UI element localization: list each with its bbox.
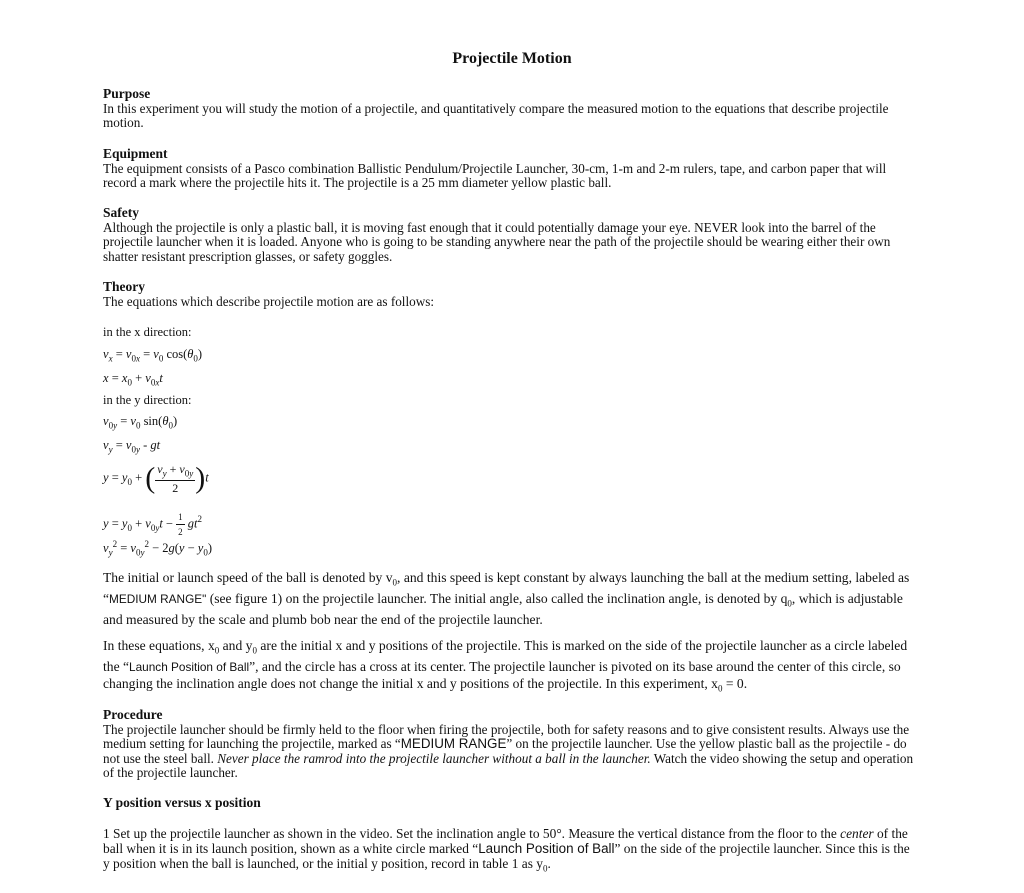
medium-range-label: MEDIUM RANGE"	[109, 592, 207, 607]
purpose-section	[103, 87, 917, 131]
initial-position-text-2: and y	[219, 638, 253, 653]
step1-end: .	[547, 856, 551, 871]
procedure-medium-range-label: MEDIUM RANGE	[400, 736, 507, 752]
equation-y-average: $y = y_0$ + ( $\frac{v_y + v_{0y}}{2}$ )t	[103, 461, 209, 496]
subscript-zero: 0	[214, 645, 220, 656]
equipment-text: The equipment consists of a Pasco combination Ballistic Pendulum/Projectile Launcher, 30-cm, 1-m and 2-m rulers, tape, and carbon paper that will record a mark where the projectile hits it. The projectile is a 25 mm diameter yellow plastic ball.	[103, 160, 887, 191]
y-vs-x-section	[103, 796, 917, 811]
equation-vy: $v_y = v_{0y}$ - gt	[103, 438, 161, 455]
procedure-section	[103, 708, 917, 781]
purpose-heading: Purpose	[103, 86, 151, 101]
procedure-text-2: ” on the projectile launcher. Use the yellow plastic ball as the projectile - do not use the steel ball.	[103, 736, 907, 766]
procedure-heading: Procedure	[103, 707, 163, 722]
subscript-zero: 0	[717, 683, 723, 694]
procedure-text	[103, 723, 917, 781]
procedure-text-1: The projectile launcher should be firmly held to the floor when firing the projectile, both for safety reasons and to give consistent results. Always use the medium setting for launching the projectile, marked as “	[103, 721, 910, 752]
equipment-heading: Equipment	[103, 146, 168, 161]
launch-speed-text-1: The initial or launch speed of the ball is denoted by v	[103, 570, 393, 585]
launch-position-label: Launch Position of Ball	[129, 660, 250, 675]
launch-speed-text-2: , and this speed is kept constant by always launching the ball at the medium setting, labeled as “	[103, 570, 910, 607]
equation-vy-squared: $v_y^2 = v_{0y}^2 - 2g(y - y_0)$	[103, 539, 213, 558]
step1-text-a: 1 Set up the projectile launcher as shown in the video. Set the inclination angle to 50°. Measure the vertical distance from the floor to the	[103, 826, 841, 841]
equipment-section	[103, 147, 917, 191]
procedure-text-3: Watch the video showing the setup and operation of the projectile launcher.	[103, 750, 914, 781]
launch-speed-text-3: (see figure 1) on the projectile launcher. The initial angle, also called the inclination angle, is denoted by q	[206, 591, 788, 607]
equation-vx: $v_x = v_{0x} = v_0$ $\cos(\theta_0)$	[103, 347, 203, 364]
step1-text-c: ” on the side of the projectile launcher. Since this is the y position when the ball is launched, or the initial y position, record in table 1 as y	[103, 841, 910, 871]
initial-position-text-5: = 0.	[722, 675, 748, 691]
equation-y-kinematic: $y = y_0 + v_{0y}t$ − $\frac{1}{2}$ $gt^2$	[103, 512, 202, 537]
page-title: Projectile Motion	[452, 50, 572, 67]
subscript-zero: 0	[787, 598, 792, 609]
purpose-text: In this experiment you will study the motion of a projectile, and quantitatively compare the measured motion to the equations that describe projectile motion.	[103, 100, 889, 131]
theory-intro: The equations which describe projectile motion are as follows:	[103, 293, 435, 309]
theory-heading: Theory	[103, 279, 145, 294]
x-direction-label: in the x direction:	[103, 325, 192, 339]
step1-subscript: 0	[542, 863, 548, 874]
step1-italic: center	[840, 826, 874, 841]
procedure-step-1	[103, 826, 917, 877]
safety-heading: Safety	[103, 205, 139, 220]
launch-speed-paragraph	[103, 570, 917, 628]
procedure-warning: Never place the ramrod into the projectile launcher without a ball in the launcher.	[217, 750, 651, 766]
launch-speed-text-4: , which is adjustable and measured by the scale and plumb bob near the end of the projectile launcher.	[103, 591, 903, 628]
y-direction-label: in the y direction:	[103, 393, 192, 407]
initial-position-text-4: ”, and the circle has a cross at its center. The projectile launcher is pivoted on its base around the center of this circle, so changing the inclination angle does not change the initial x and y positions of the projectile. In this experiment, x	[103, 659, 901, 691]
step1-launch-position-label: Launch Position of Ball	[478, 841, 615, 856]
subscript-zero: 0	[392, 577, 398, 588]
initial-position-paragraph	[103, 638, 917, 697]
equation-v0y: $v_{0y} = v_0$ $\sin(\theta_0)$	[103, 414, 178, 431]
safety-section	[103, 206, 917, 264]
y-vs-x-heading: Y position versus x position	[103, 795, 261, 810]
safety-text: Although the projectile is only a plastic ball, it is moving fast enough that it could potentially damage your eye. NEVER look into the barrel of the projectile launcher when it is loaded. Anyone who is going to be standing anywhere near the path of the projectile should be wearing either their own shatter resistant prescription glasses, or safety goggles.	[103, 219, 891, 264]
step1-text-b: of the ball when it is in its launch position, shown as a white circle marked “	[103, 826, 908, 856]
equation-x: $x = x_0 + v_{0x}t$	[103, 371, 163, 388]
initial-position-text-3: are the initial x and y positions of the projectile. This is marked on the side of the projectile launcher as a circle labeled the “	[103, 638, 908, 675]
subscript-zero: 0	[252, 645, 257, 656]
initial-position-text-1: In these equations, x	[103, 638, 215, 653]
theory-section	[103, 280, 917, 309]
